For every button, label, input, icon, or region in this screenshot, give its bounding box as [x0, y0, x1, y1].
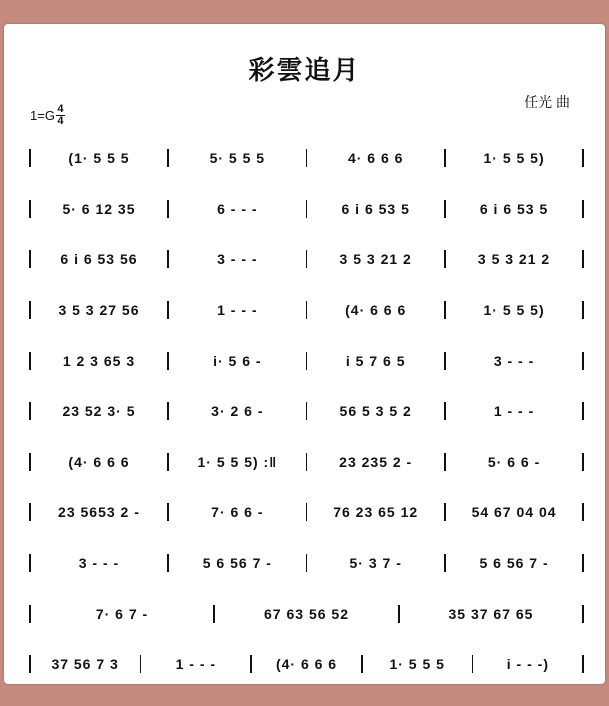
- barline: [29, 352, 31, 370]
- measure: 3 - - -: [493, 352, 535, 369]
- barline: [444, 352, 446, 370]
- barline: [29, 655, 31, 673]
- barline: [582, 453, 584, 471]
- measure: 1· 5 5 5): [483, 302, 545, 319]
- barline: [582, 554, 584, 572]
- score-sheet: [4, 24, 605, 684]
- measure: 5· 6 6 -: [487, 453, 541, 470]
- measure: 1 - - -: [493, 403, 535, 420]
- barline: [306, 200, 308, 218]
- measure: 3 5 3 21 2: [477, 251, 551, 268]
- measure: 1 - - -: [175, 656, 217, 673]
- measure: 67 63 56 52: [264, 605, 349, 622]
- barline: [213, 605, 215, 623]
- barline: [582, 655, 584, 673]
- score-row: [29, 285, 584, 336]
- measure: 3 - - -: [78, 555, 120, 572]
- barline: [582, 200, 584, 218]
- measure: 1 2 3 65 3: [62, 352, 136, 369]
- barline: [306, 250, 308, 268]
- barline: [167, 554, 169, 572]
- score-row: [29, 588, 584, 639]
- barline: [582, 503, 584, 521]
- barline: [29, 200, 31, 218]
- measure: 23 5653 2 -: [58, 504, 140, 521]
- measure: 6 i 6 53 56: [60, 251, 138, 268]
- measure: i 5 7 6 5: [345, 352, 406, 369]
- barline: [29, 250, 31, 268]
- barline: [582, 352, 584, 370]
- barline: [167, 149, 169, 167]
- measure: (4· 6 6 6: [68, 453, 130, 470]
- key-label: 1=G: [30, 108, 55, 123]
- barline: [472, 655, 474, 673]
- measure: 4· 6 6 6: [347, 150, 404, 167]
- time-signature-bottom: 4: [57, 115, 64, 127]
- measure: 56 5 3 5 2: [339, 403, 412, 420]
- measure: 5 6 56 7 -: [479, 555, 549, 572]
- measure: 6 i 6 53 5: [479, 200, 549, 217]
- measure: 1· 5 5 5: [389, 656, 445, 673]
- barline: [29, 301, 31, 319]
- measure: 6 i 6 53 5: [341, 200, 410, 217]
- measure: 3 5 3 21 2: [339, 251, 412, 268]
- measure: 3· 2 6 -: [211, 403, 264, 420]
- measure: 37 56 7 3: [51, 656, 119, 673]
- score-row: [29, 133, 584, 184]
- barline: [167, 352, 169, 370]
- barline: [167, 453, 169, 471]
- barline: [29, 453, 31, 471]
- measure: (1· 5 5 5: [68, 150, 130, 167]
- barline: [167, 402, 169, 420]
- barline: [444, 453, 446, 471]
- barline: [250, 655, 252, 673]
- barline: [306, 554, 308, 572]
- measure: 7· 6 6 -: [211, 504, 264, 521]
- measure: 1 - - -: [217, 302, 258, 319]
- measure: 5· 3 7 -: [349, 555, 402, 572]
- barline: [582, 149, 584, 167]
- measure: 35 37 67 65: [448, 605, 534, 622]
- measure: 3 5 3 27 56: [58, 302, 140, 319]
- barline: [29, 605, 31, 623]
- measure: 23 235 2 -: [339, 453, 413, 470]
- barline: [29, 402, 31, 420]
- score-row: [29, 487, 584, 538]
- barline: [444, 503, 446, 521]
- score-row: [29, 234, 584, 285]
- barline: [444, 149, 446, 167]
- barline: [306, 352, 308, 370]
- measure: 3 - - -: [217, 251, 258, 268]
- key-signature: [30, 104, 65, 127]
- time-signature: [56, 104, 65, 127]
- measure: 23 52 3· 5: [62, 403, 136, 420]
- barline: [582, 402, 584, 420]
- measure: (4· 6 6 6: [345, 302, 407, 319]
- barline: [167, 301, 169, 319]
- measure: 54 67 04 04: [471, 504, 557, 521]
- measure: 6 - - -: [217, 200, 258, 217]
- barline: [306, 503, 308, 521]
- score-row: [29, 437, 584, 488]
- barline: [444, 301, 446, 319]
- barline: [444, 200, 446, 218]
- measure: 76 23 65 12: [333, 504, 419, 521]
- barline: [29, 503, 31, 521]
- time-signature-top: 4: [57, 103, 64, 115]
- measure: 5· 5 5 5: [209, 150, 266, 167]
- barline: [444, 402, 446, 420]
- barline: [306, 453, 308, 471]
- score-row: [29, 184, 584, 235]
- measure: 1· 5 5 5): [483, 150, 545, 167]
- score-row: [29, 335, 584, 386]
- barline: [306, 402, 308, 420]
- barline: [29, 554, 31, 572]
- score-rows: [29, 133, 584, 690]
- measure: i· 5 6 -: [213, 352, 262, 369]
- measure: 7· 6 7 -: [95, 605, 149, 622]
- score-row: [29, 639, 584, 690]
- barline: [582, 301, 584, 319]
- barline: [167, 250, 169, 268]
- barline: [444, 250, 446, 268]
- barline: [140, 655, 142, 673]
- barline: [582, 250, 584, 268]
- barline: [29, 149, 31, 167]
- score-row: [29, 538, 584, 589]
- composer-credit: 任光 曲: [524, 94, 570, 110]
- score-row: [29, 386, 584, 437]
- barline: [167, 200, 169, 218]
- barline: [167, 503, 169, 521]
- measure: 1· 5 5 5) :‖: [197, 453, 278, 470]
- barline: [582, 605, 584, 623]
- barline: [306, 301, 308, 319]
- barline: [398, 605, 400, 623]
- measure: i - - -): [506, 656, 549, 673]
- measure: 5 6 56 7 -: [202, 555, 272, 572]
- measure: 5· 6 12 35: [62, 200, 136, 217]
- song-title: 彩雲追月: [248, 55, 361, 85]
- barline: [444, 554, 446, 572]
- measure: (4· 6 6 6: [275, 656, 338, 673]
- barline: [361, 655, 363, 673]
- barline: [306, 149, 308, 167]
